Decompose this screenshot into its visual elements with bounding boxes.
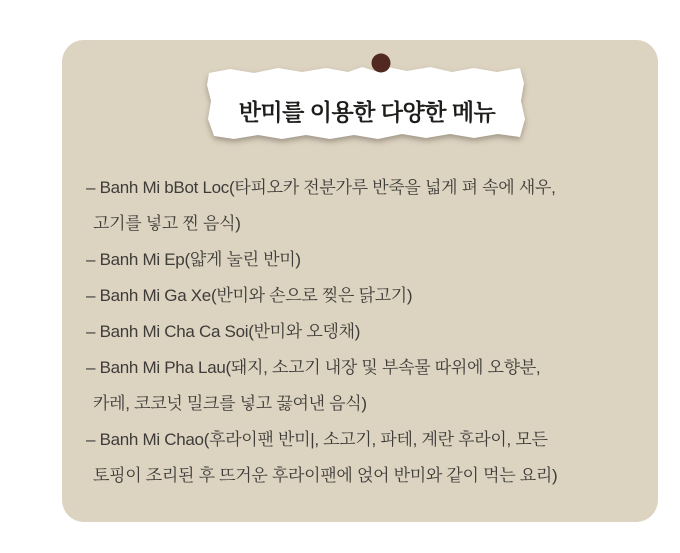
menu-line: – Banh Mi Pha Lau(돼지, 소고기 내장 및 부속물 따위에 오향분,: [86, 358, 541, 377]
menu-line: – Banh Mi bBot Loc(타피오카 전분가루 반죽을 넓게 펴 속에 새우,: [86, 178, 556, 197]
menu-line: – Banh Mi Cha Ca Soi(반미와 오뎅채): [86, 322, 361, 341]
menu-line: – Banh Mi Ga Xe(반미와 손으로 찢은 닭고기): [86, 286, 413, 305]
menu-line: 토핑이 조리된 후 뜨거운 후라이팬에 얹어 반미와 같이 먹는 요리): [93, 466, 558, 485]
torn-paper-banner: [202, 49, 532, 151]
menu-line: 카레, 코코넛 밀크를 넣고 끓여낸 음식): [93, 394, 367, 413]
pin-dot-icon: [372, 54, 391, 73]
menu-info-card: [62, 40, 658, 522]
menu-line: 고기를 넣고 찐 음식): [93, 214, 241, 233]
banner-title: 반미를 이용한 다양한 메뉴: [238, 98, 496, 125]
menu-line: – Banh Mi Chao(후라이팬 반미|, 소고기, 파테, 계란 후라이, 모든: [86, 430, 548, 449]
menu-list: [86, 170, 644, 494]
menu-line: – Banh Mi Ep(얇게 눌린 반미): [86, 250, 301, 269]
